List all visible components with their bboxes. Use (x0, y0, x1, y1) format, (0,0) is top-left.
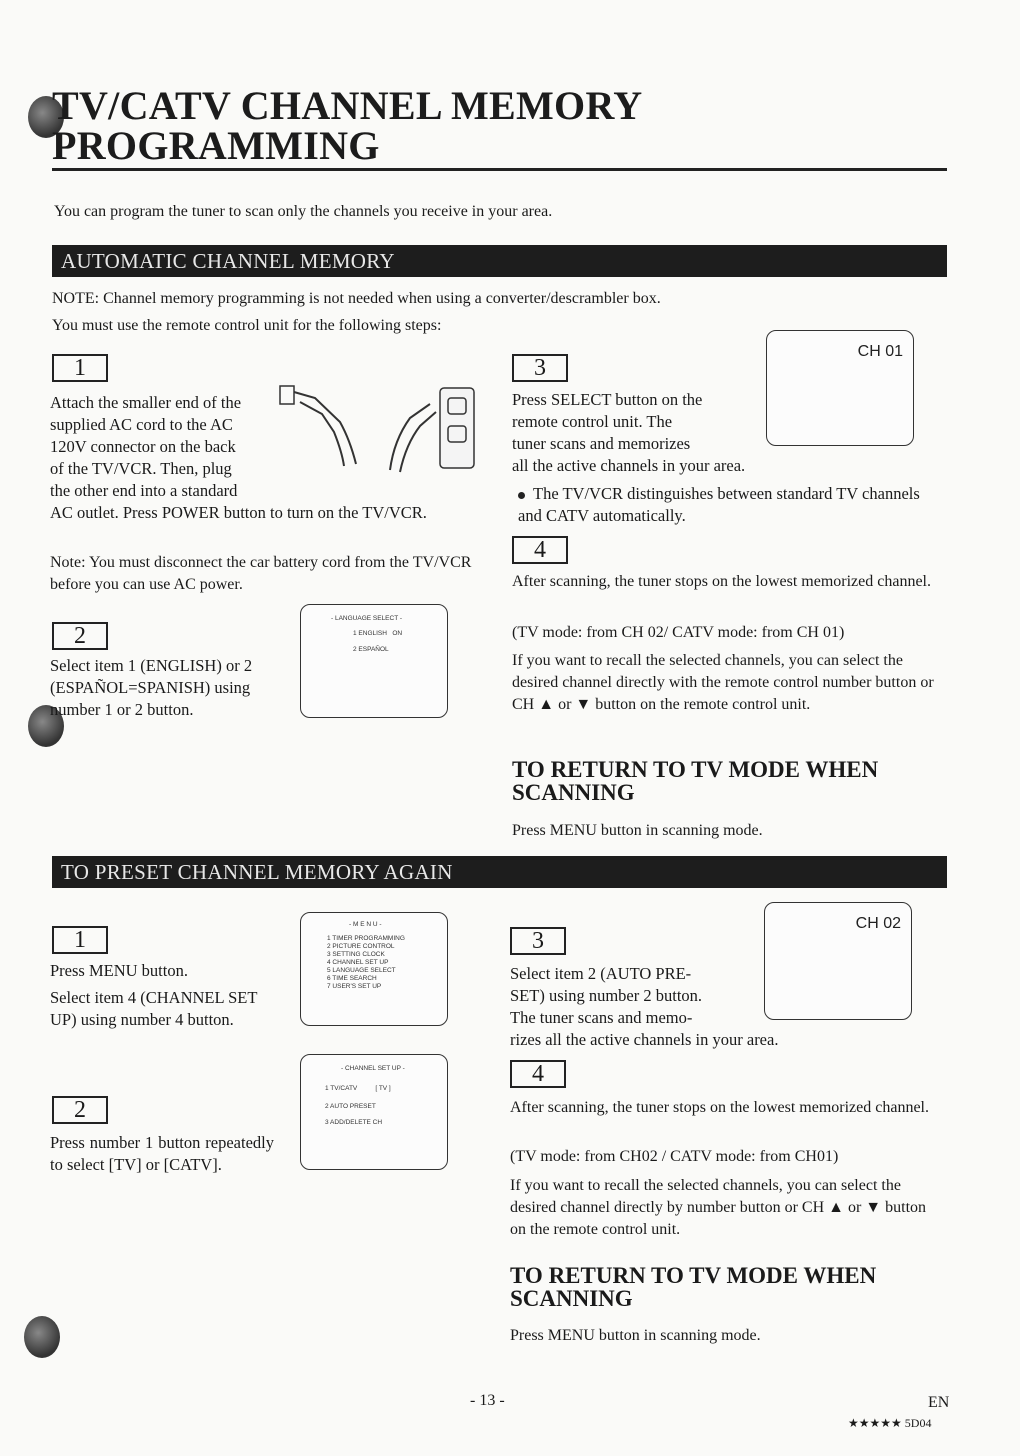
menu-screen-item: 4 CHANNEL SET UP (327, 959, 389, 966)
binder-hole-bottom (24, 1316, 60, 1358)
menu-screen-item: 3 SETTING CLOCK (327, 951, 385, 958)
channel-setup-screen-line: 2 AUTO PRESET (325, 1103, 376, 1110)
language-select-screen (300, 604, 448, 718)
preset-return-heading: TO RETURN TO TV MODE WHEN SCANNING (510, 1263, 877, 1311)
page-title-line2: PROGRAMMING (52, 123, 380, 168)
ch01-screen (766, 330, 914, 446)
footer-lang: EN (928, 1394, 950, 1411)
auto-step-4-text-3: If you want to recall the selected channels, you can select the desired channel directly with the remote control number button or CH ▲ or ▼ button on the remote control unit. (512, 652, 934, 713)
auto-return-text: Press MENU button in scanning mode. (512, 822, 763, 839)
menu-screen-item: 2 PICTURE CONTROL (327, 943, 395, 950)
auto-step-3-bullet-text: The TV/VCR distinguishes between standard TV channels and CATV automatically. (518, 484, 920, 525)
auto-step-4-text-1: After scanning, the tuner stops on the lowest memorized channel. (512, 573, 931, 590)
preset-step-2-number: 2 (52, 1096, 108, 1124)
channel-setup-screen-line: 1 TV/CATV [ TV ] (325, 1085, 391, 1092)
page-title (52, 83, 932, 168)
preset-step-1-text-1: Press MENU button. (50, 961, 188, 980)
auto-step-1-number: 1 (52, 354, 108, 382)
auto-step-3-line: Press SELECT button on the (512, 390, 703, 409)
auto-step-1-text-wide: AC outlet. Press POWER button to turn on the TV/VCR. (50, 503, 427, 522)
auto-note-1: NOTE: Channel memory programming is not needed when using a converter/descrambler box. (52, 290, 661, 307)
auto-step-3-number: 3 (512, 354, 568, 382)
preset-step-4-text-2: (TV mode: from CH02 / CATV mode: from CH01) (510, 1148, 839, 1165)
language-screen-line: 1 ENGLISH ON (353, 630, 403, 637)
auto-step-3-text-wide: all the active channels in your area. (512, 456, 746, 475)
section-heading-preset: TO PRESET CHANNEL MEMORY AGAIN (52, 856, 947, 888)
section-heading-auto: AUTOMATIC CHANNEL MEMORY (52, 245, 947, 277)
preset-step-4-text-3: If you want to recall the selected channels, you can select the desired channel directly by number button or CH ▲ or ▼ button on the remote control unit. (510, 1177, 927, 1238)
bullet-dot-icon (518, 492, 525, 499)
preset-step-3-line: Select item 2 (AUTO PRE- (510, 964, 692, 983)
auto-step-1-text-narrow (50, 392, 282, 502)
auto-step-4-number: 4 (512, 536, 568, 564)
ch02-screen (764, 902, 912, 1020)
auto-step-2-number: 2 (52, 622, 108, 650)
auto-step-1-line: Attach the smaller end of the (50, 393, 242, 412)
menu-screen-list (327, 935, 405, 991)
preset-step-1-text-2: Select item 4 (CHANNEL SET UP) using number 4 button. (50, 988, 258, 1029)
preset-step-3-line: The tuner scans and memo- (510, 1008, 693, 1027)
channel-setup-screen (300, 1054, 448, 1170)
menu-screen-title: - M E N U - (349, 921, 382, 928)
menu-screen (300, 912, 448, 1026)
menu-screen-item: 1 TIMER PROGRAMMING (327, 935, 405, 942)
auto-step-3-bullet (518, 483, 944, 527)
auto-step-1-line: 120V connector on the back (50, 437, 236, 456)
auto-step-1-line: the other end into a standard (50, 481, 238, 500)
preset-step-2-text: Press number 1 button repeatedly to select [TV] or [CATV]. (50, 1133, 274, 1174)
menu-screen-item: 6 TIME SEARCH (327, 975, 377, 982)
channel-setup-screen-line: 3 ADD/DELETE CH (325, 1119, 383, 1126)
menu-screen-item: 7 USER'S SET UP (327, 983, 382, 990)
auto-step-2-text: Select item 1 (ENGLISH) or 2 (ESPAÑOL=SPANISH) using number 1 or 2 button. (50, 656, 253, 719)
channel-setup-screen-title: - CHANNEL SET UP - (341, 1065, 405, 1072)
auto-step-3-text-narrow (512, 389, 764, 455)
auto-step-3-line: tuner scans and memorizes (512, 434, 691, 453)
preset-step-4-text-1: After scanning, the tuner stops on the lowest memorized channel. (510, 1099, 929, 1116)
language-screen-title: - LANGUAGE SELECT - (331, 615, 403, 622)
ch02-screen-label: CH 02 (855, 915, 901, 932)
ch01-screen-label: CH 01 (857, 343, 903, 360)
preset-step-3-text-wide: rizes all the active channels in your area. (510, 1030, 779, 1049)
preset-step-3-line: SET) using number 2 button. (510, 986, 703, 1005)
language-screen-line: 2 ESPAÑOL (353, 646, 389, 653)
footer-code: ★★★★★ 5D04 (848, 1416, 932, 1430)
page-number: - 13 - (470, 1392, 505, 1409)
menu-screen-item: 5 LANGUAGE SELECT (327, 967, 396, 974)
preset-return-text: Press MENU button in scanning mode. (510, 1327, 761, 1344)
auto-step-1-note: Note: You must disconnect the car battery cord from the TV/VCR before you can use AC power. (50, 554, 472, 593)
page-title-line1: TV/CATV CHANNEL MEMORY (52, 83, 643, 128)
auto-step-1-line: supplied AC cord to the AC (50, 415, 233, 434)
auto-return-heading: TO RETURN TO TV MODE WHEN SCANNING (512, 757, 879, 805)
preset-step-3-text-narrow (510, 963, 760, 1029)
auto-step-3-line: remote control unit. The (512, 412, 673, 431)
preset-step-4-number: 4 (510, 1060, 566, 1088)
auto-note-2: You must use the remote control unit for the following steps: (52, 317, 442, 334)
ac-cord-illustration (270, 380, 485, 480)
preset-step-1-number: 1 (52, 926, 108, 954)
intro-text: You can program the tuner to scan only the channels you receive in your area. (54, 203, 553, 220)
title-rule (52, 168, 947, 171)
preset-step-3-number: 3 (510, 927, 566, 955)
auto-step-4-text-2: (TV mode: from CH 02/ CATV mode: from CH 01) (512, 624, 845, 641)
auto-step-1-line: of the TV/VCR. Then, plug (50, 459, 232, 478)
